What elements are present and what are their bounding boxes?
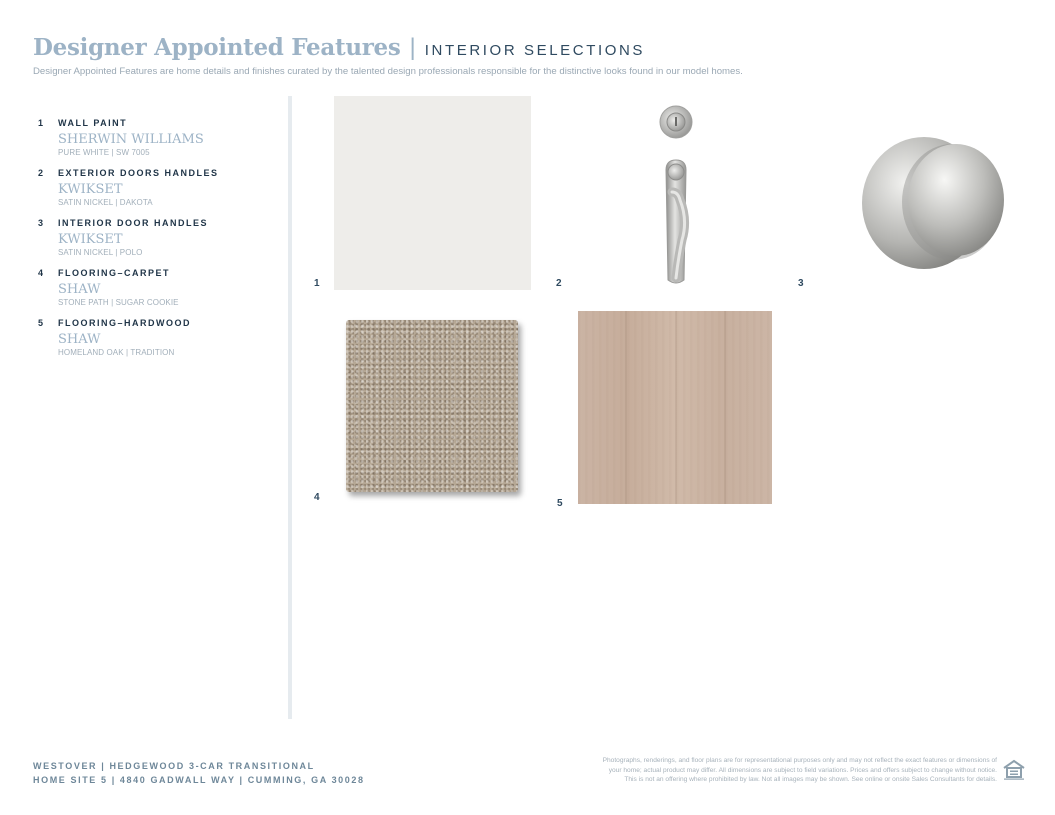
item-number: 3 [38,217,45,228]
selection-item-hardwood [38,316,278,358]
paint-swatch [334,96,531,290]
item-brand: SHAW [58,332,101,347]
disclaimer-line: Photographs, renderings, and floor plans are for representational purposes only and may not reflect the exact features or dimensions of [602,757,997,764]
item-detail: SATIN NICKEL | DAKOTA [58,198,153,207]
item-detail: STONE PATH | SUGAR COOKIE [58,298,179,307]
selection-item-carpet [38,266,278,308]
item-detail: PURE WHITE | SW 7005 [58,148,150,157]
title-row [33,34,1033,62]
page-header [33,34,1033,77]
section-title: INTERIOR SELECTIONS [424,42,646,59]
title-separator: | [409,34,416,61]
item-brand: KWIKSET [58,182,123,197]
item-category: INTERIOR DOOR HANDLES [58,217,209,228]
item-category: FLOORING–HARDWOOD [58,317,191,328]
item-detail: HOMELAND OAK | TRADITION [58,348,175,357]
footer-home-site: HOME SITE 5 | 4840 GADWALL WAY | CUMMING, GA 30028 [33,775,365,785]
item-brand: SHAW [58,282,101,297]
swatch-label-5: 5 [557,498,563,509]
page-description: Designer Appointed Features are home details and finishes curated by the talented design professionals responsible for the distinctive looks found in our model homes. [33,66,743,77]
footer-disclaimer [517,756,997,785]
item-category: EXTERIOR DOORS HANDLES [58,167,219,178]
item-category: FLOORING–CARPET [58,267,171,278]
vertical-divider [288,96,292,719]
item-detail: SATIN NICKEL | POLO [58,248,143,257]
selection-item-wall-paint [38,116,278,158]
disclaimer-line: This is not an offering where prohibited by law. Not all images may be shown. See online or onsite Sales Consultants for details. [624,776,997,783]
item-number: 4 [38,267,45,278]
hardwood-swatch [578,311,772,504]
item-category: WALL PAINT [58,117,128,128]
equal-housing-icon [1002,759,1026,781]
item-brand: KWIKSET [58,232,123,247]
item-brand: SHERWIN WILLIAMS [58,132,204,147]
footer-community-plan: WESTOVER | HEDGEWOOD 3-CAR TRANSITIONAL [33,761,315,771]
selections-list [38,116,278,366]
disclaimer-line: your home; actual product may differ. All dimensions are subject to field variations. Prices and offers subject to change without notice. [608,766,997,774]
swatch-label-1: 1 [314,278,320,289]
carpet-swatch [346,320,518,492]
footer-address [33,759,365,787]
item-number: 2 [38,167,45,178]
swatch-label-4: 4 [314,492,320,503]
interior-knob-image [860,134,1012,272]
swatch-label-2: 2 [556,278,562,289]
selection-item-exterior-door-handles [38,166,278,208]
exterior-handleset-image [652,100,700,288]
item-number: 5 [38,317,45,328]
item-number: 1 [38,117,45,128]
page-title: Designer Appointed Features [33,34,401,61]
selection-item-interior-door-handles [38,216,278,258]
swatch-label-3: 3 [798,278,804,289]
